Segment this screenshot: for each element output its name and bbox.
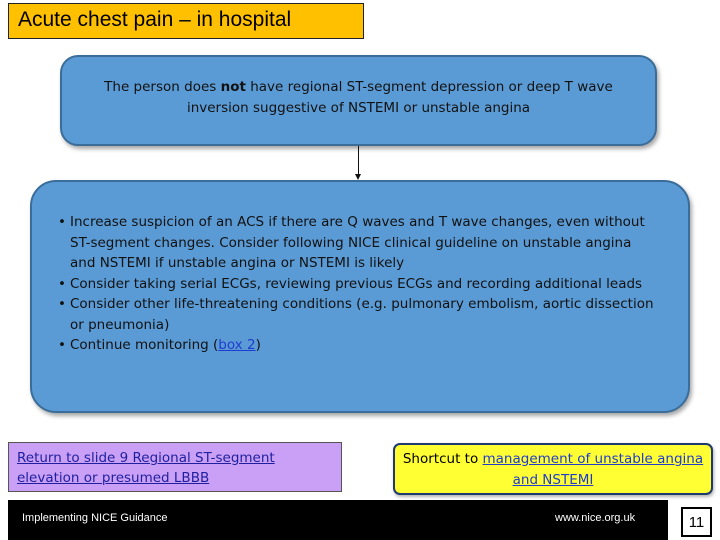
return-link-text[interactable]: Return to slide 9 Regional ST-segment elevation or presumed LBBB <box>17 450 275 486</box>
footer-url: www.nice.org.uk <box>555 512 636 524</box>
bullet-icon: • <box>58 337 66 353</box>
list-item: • Increase suspicion of an ACS if there are Q waves and T wave changes, even without ST-segment changes. Consider following NICE clinical guideline on unstable angina and NSTEMI if unstable angina or NSTEMI is likely <box>58 214 645 271</box>
emphasis-not: not <box>220 78 246 95</box>
actions-list <box>58 212 658 356</box>
list-item: • Consider taking serial ECGs, reviewing previous ECGs and recording additional leads <box>58 274 658 295</box>
bullet-icon: • <box>58 275 66 292</box>
condition-text: The person does not have regional ST-segment depression or deep T wave inversion suggestive of NSTEMI or unstable angina <box>104 78 613 116</box>
footer-left-text: Implementing NICE Guidance <box>22 512 168 524</box>
flow-arrow-line <box>358 146 359 175</box>
shortcut-prefix: Shortcut to <box>402 451 483 467</box>
shortcut-box <box>393 443 713 495</box>
return-to-slide-9-button[interactable] <box>8 442 342 492</box>
bullet-icon: • <box>58 296 66 312</box>
list-item: • Continue monitoring (box 2) <box>58 335 658 356</box>
box-2-link[interactable]: box 2 <box>218 337 256 353</box>
page-number: 11 <box>681 507 712 537</box>
list-item: • Consider other life-threatening conditions (e.g. pulmonary embolism, aortic dissection or pneumonia) <box>58 296 654 333</box>
condition-box <box>60 55 657 146</box>
actions-box <box>30 180 690 413</box>
slide-title: Acute chest pain – in hospital <box>8 3 364 39</box>
unstable-angina-nstemi-link[interactable]: management of unstable angina and NSTEMI <box>482 451 704 488</box>
bullet-icon: • <box>58 214 66 230</box>
